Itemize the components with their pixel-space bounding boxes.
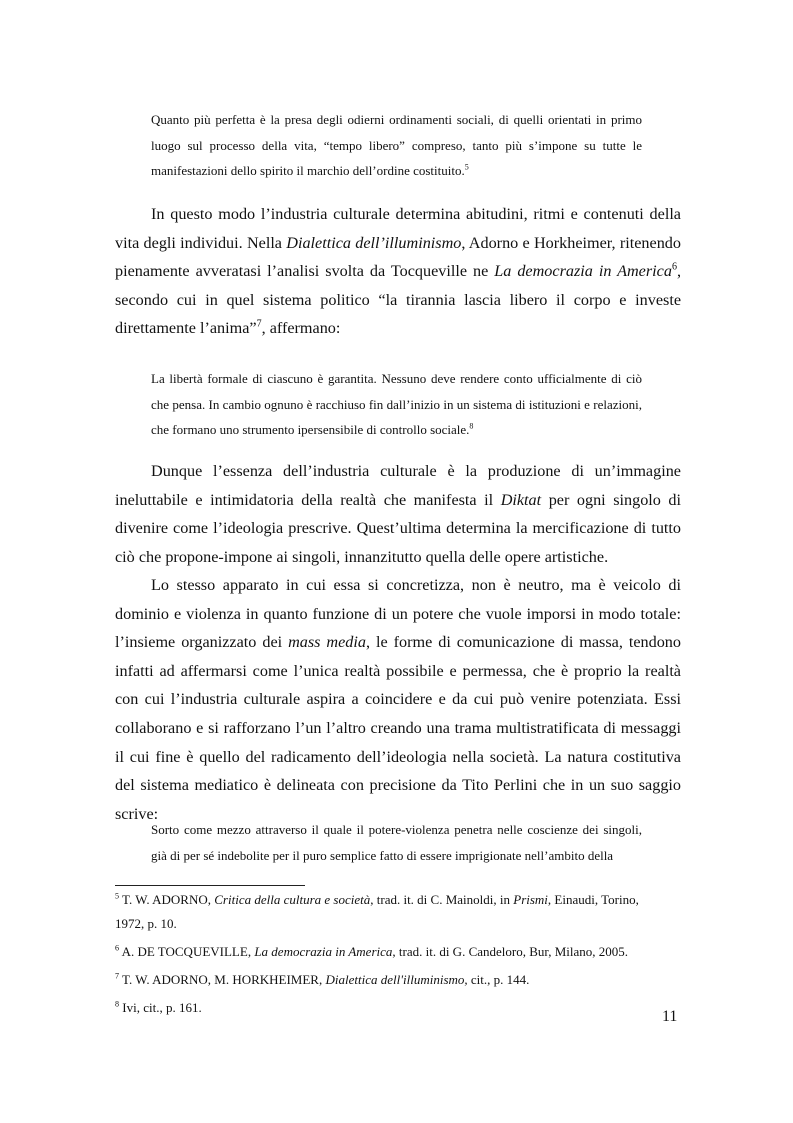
footnote-6 [115, 940, 681, 964]
paragraph-2-text [115, 457, 681, 571]
title-dialettica: Dialettica dell’illuminismo [286, 233, 462, 252]
footnote-number: 8 [115, 999, 120, 1009]
footnote-text: T. W. ADORNO, [119, 892, 215, 907]
paragraph-1-part: , Adorno e Horkheimer, ritenendo pienamente avveratasi l’analisi svolta da Tocqueville ne [115, 233, 681, 281]
paragraph-1 [115, 200, 681, 343]
footnote-5 [115, 888, 681, 936]
paragraph-2-part: Dunque l’essenza dell’industria culturale è la produzione di un’immagine ineluttabile e intimidatoria della realtà che manifesta il [115, 462, 681, 509]
block-quote-3 [151, 817, 642, 868]
quote-1-text: Quanto più perfetta è la presa degli odierni ordinamenti sociali, di quelli orientati in primo luogo sul processo della vita, “tempo libero” compreso, tanto più s’impone su tutte le manifestazioni dello spirito il marchio dell’ordine costituito. [151, 112, 642, 178]
footnote-number: 7 [115, 971, 120, 981]
paragraph-3-part: , le forme di comunicazione di massa, tendono infatti ad affermarsi come l’unica realtà possibile e permessa, che è proprio la realtà con cui l’industria culturale aspira a coincidere e da cui può venire potenziata. Essi collaborano e si rafforzano l’un l’altro creando una trama multistratificata di messaggi il cui fine è quello del radicamento dell’ideologia nella società. La natura costitutiva del sistema mediatico è delineata con precisione da Tito Perlini che in un suo saggio scrive: [115, 633, 681, 823]
paragraph-1-part: , affermano: [261, 319, 341, 338]
footnote-text: T. W. ADORNO, M. HORKHEIMER, [119, 972, 326, 987]
footnote-7 [115, 968, 681, 992]
footnote-number: 6 [115, 943, 120, 953]
quote-3-text: Sorto come mezzo attraverso il quale il potere-violenza penetra nelle coscienze dei singoli, già di per sé indebolite per il puro semplice fatto di essere imprigionate nell’ambito della [151, 822, 642, 863]
footnote-text: cit., p. 144. [467, 972, 530, 987]
footnote-text: 1972, p. 10. [115, 916, 177, 931]
paragraph-1-part: In questo modo l’industria culturale determina abitudini, ritmi e contenuti della vita degli individui. Nella [115, 205, 681, 252]
footnote-title: Prismi [513, 892, 548, 907]
footnote-number: 5 [115, 891, 120, 901]
paragraph-2-part: per ogni singolo di divenire come l’ideologia prescrive. Quest’ultima determina la mercificazione di tutto ciò che propone-impone ai singoli, innanzitutto quella delle opere artistiche. [115, 490, 681, 566]
block-quote-2 [151, 366, 642, 443]
footnote-text: A. DE TOCQUEVILLE, [119, 944, 255, 959]
paragraph-3 [115, 571, 681, 828]
paragraph-1-part: , secondo cui in quel sistema politico “la tirannia lascia libero il corpo e investe direttamente l’anima” [115, 262, 681, 338]
footnote-separator [115, 885, 305, 886]
footnote-8 [115, 996, 681, 1020]
footnote-ref-8: 8 [469, 421, 474, 431]
block-quote-1 [151, 107, 642, 184]
paragraph-1-text [115, 200, 681, 343]
footnotes [115, 888, 681, 1024]
footnote-ref-5: 5 [464, 162, 469, 172]
footnote-title: Dialettica dell'illuminismo, [325, 972, 468, 987]
quote-2-text: La libertà formale di ciascuno è garantita. Nessuno deve rendere conto ufficialmente di ciò che pensa. In cambio ognuno è racchiuso fin dall’inizio in un sistema di istituzioni e relazioni, che formano uno strumento ipersensibile di controllo sociale. [151, 371, 642, 437]
paragraph-3-part: Lo stesso apparato in cui essa si concretizza, non è neutro, ma è veicolo di dominio e violenza in quanto funzione di un potere che vuole imporsi in modo totale: l’insieme organizzato dei [115, 576, 681, 652]
paragraph-2 [115, 457, 681, 571]
footnote-ref-7: 7 [256, 318, 262, 330]
footnote-text: , trad. it. di C. Mainoldi, in [370, 892, 514, 907]
footnote-title: La democrazia in America [254, 944, 393, 959]
title-democrazia: La democrazia in America [494, 262, 672, 281]
footnote-ref-6: 6 [671, 261, 677, 273]
paragraph-3-text [115, 571, 681, 828]
footnote-title: Critica della cultura e società [214, 892, 371, 907]
term-mass-media: mass media [288, 633, 366, 652]
footnote-text: , Einaudi, Torino, [547, 892, 639, 907]
page-number: 11 [662, 1008, 678, 1025]
term-diktat: Diktat [500, 490, 542, 509]
footnote-text: , trad. it. di G. Candeloro, Bur, Milano, 2005. [392, 944, 629, 959]
footnote-text: Ivi, cit., p. 161. [119, 1000, 202, 1015]
